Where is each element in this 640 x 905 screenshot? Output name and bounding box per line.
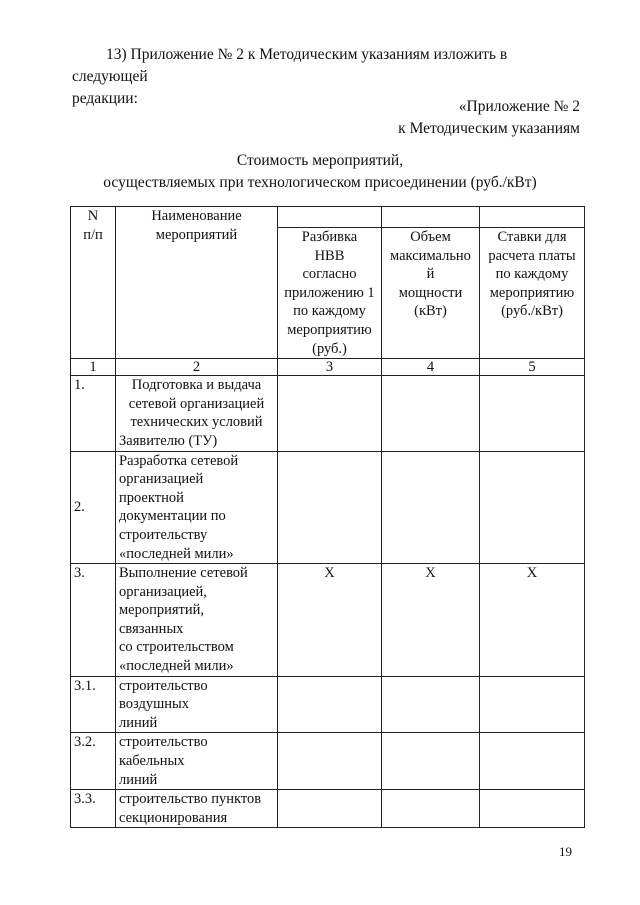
row-cell-5 bbox=[480, 733, 585, 790]
table-row bbox=[71, 451, 585, 564]
appendix-reference bbox=[398, 96, 580, 140]
row-name: строительство кабельных линий bbox=[116, 733, 278, 790]
header-name: Наименование мероприятий bbox=[116, 207, 278, 359]
header-rates: Ставки для расчета платы по каждому мероприятию (руб./кВт) bbox=[480, 228, 585, 359]
table-row bbox=[71, 676, 585, 733]
table-row bbox=[71, 376, 585, 451]
x-mark: Х bbox=[425, 565, 436, 582]
table-title-line-1: Стоимость мероприятий, bbox=[236, 152, 404, 169]
header-blank-3 bbox=[278, 207, 382, 228]
x-mark: Х bbox=[324, 565, 335, 582]
column-number-row bbox=[71, 359, 585, 376]
row-cell-4 bbox=[382, 564, 480, 677]
row-cell-5 bbox=[480, 676, 585, 733]
row-cell-5 bbox=[480, 564, 585, 677]
row-cell-4 bbox=[382, 790, 480, 828]
row-cell-3 bbox=[278, 564, 382, 677]
row-number: 2. bbox=[71, 451, 116, 564]
row-cell-3 bbox=[278, 676, 382, 733]
x-mark: Х bbox=[526, 565, 538, 582]
row-name: Выполнение сетевой организацией, мероприятий, связанных со строительством «последней мили» bbox=[116, 564, 278, 677]
row-name: Подготовка и выдача сетевой организацией технических условий Заявителю (ТУ) bbox=[116, 376, 278, 451]
table-row bbox=[71, 564, 585, 677]
row-number: 3. bbox=[71, 564, 116, 677]
table-title-line-2: осуществляемых при технологическом присоединении (руб./кВт) bbox=[103, 174, 537, 191]
table-title bbox=[0, 150, 640, 194]
intro-line-1: 13) Приложение № 2 к Методическим указаниям изложить в следующей bbox=[72, 46, 508, 85]
header-num: N п/п bbox=[71, 207, 116, 359]
row-cell-5 bbox=[480, 451, 585, 564]
row-cell-4 bbox=[382, 451, 480, 564]
row-name: строительство пунктов секционирования bbox=[116, 790, 278, 828]
column-number: 1 bbox=[71, 359, 116, 376]
row-cell-4 bbox=[382, 376, 480, 451]
row-cell-4 bbox=[382, 676, 480, 733]
intro-line-2: редакции: bbox=[72, 90, 138, 107]
appendix-ref-line-1: «Приложение № 2 bbox=[458, 98, 580, 115]
row-cell-4 bbox=[382, 733, 480, 790]
header-blank-5 bbox=[480, 207, 585, 228]
row-cell-3 bbox=[278, 451, 382, 564]
header-row bbox=[71, 207, 585, 228]
row-cell-5 bbox=[480, 790, 585, 828]
row-cell-3 bbox=[278, 376, 382, 451]
column-number: 3 bbox=[278, 359, 382, 376]
column-number: 2 bbox=[116, 359, 278, 376]
row-cell-3 bbox=[278, 790, 382, 828]
header-breakdown: Разбивка НВВ согласно приложению 1 по каждому мероприятию (руб.) bbox=[278, 228, 382, 359]
table-row bbox=[71, 790, 585, 828]
header-blank-4 bbox=[382, 207, 480, 228]
row-number: 1. bbox=[71, 376, 116, 451]
table-row bbox=[71, 733, 585, 790]
row-name: строительство воздушных линий bbox=[116, 676, 278, 733]
column-number: 4 bbox=[382, 359, 480, 376]
header-volume: Объем максимально й мощности (кВт) bbox=[382, 228, 480, 359]
row-number: 3.3. bbox=[71, 790, 116, 828]
cost-table bbox=[70, 206, 585, 828]
row-number: 3.1. bbox=[71, 676, 116, 733]
row-cell-3 bbox=[278, 733, 382, 790]
row-name: Разработка сетевой организацией проектной документации по строительству «последней мили» bbox=[116, 451, 278, 564]
row-number: 3.2. bbox=[71, 733, 116, 790]
appendix-ref-line-2: к Методическим указаниям bbox=[398, 120, 580, 137]
row-cell-5 bbox=[480, 376, 585, 451]
column-number: 5 bbox=[480, 359, 585, 376]
page-number: 19 bbox=[559, 844, 572, 859]
